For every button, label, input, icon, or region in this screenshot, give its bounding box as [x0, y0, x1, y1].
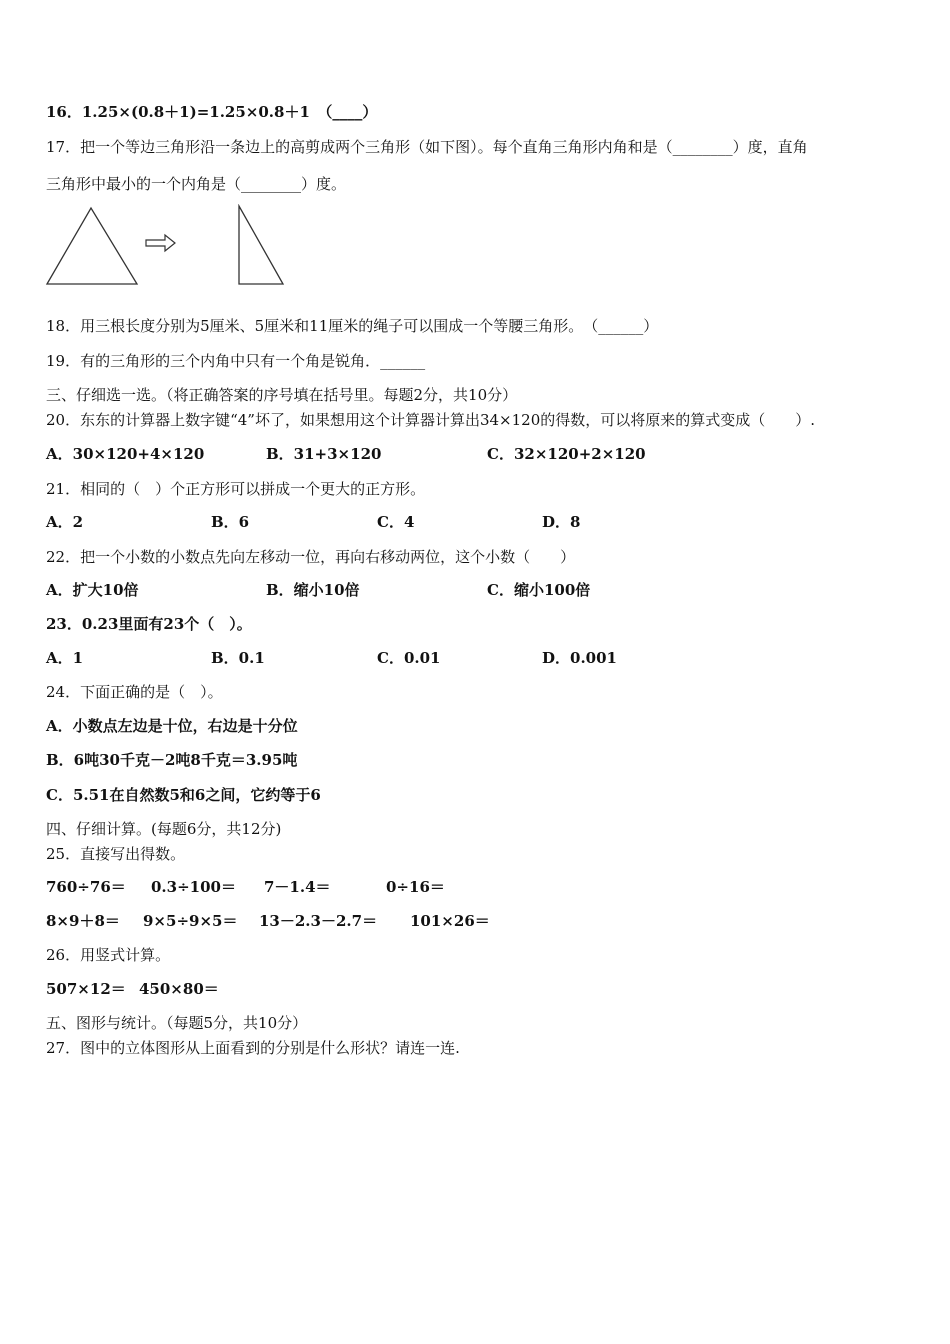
right-triangle	[239, 206, 283, 284]
q22-option-c[interactable]: C．缩小100倍	[487, 581, 591, 599]
q26-calc-1: 507×12＝	[46, 980, 126, 998]
q21-option-d[interactable]: D．8	[542, 513, 581, 531]
section-5-title: 五、图形与统计。（每题5分，共10分）	[46, 1014, 308, 1032]
question-23: 23．0.23里面有23个（ ）。	[46, 615, 252, 633]
question-21: 21．相同的（ ）个正方形可以拼成一个更大的正方形。	[46, 480, 426, 498]
section-3-title: 三、仔细选一选。（将正确答案的序号填在括号里。每题2分，共10分）	[46, 386, 518, 404]
question-24: 24．下面正确的是（ ）。	[46, 683, 223, 701]
section-4-title: 四、仔细计算。(每题6分，共12分)	[46, 820, 282, 838]
q24-option-a[interactable]: A．小数点左边是十位，右边是十分位	[46, 717, 298, 735]
triangle-figure	[44, 204, 294, 290]
q23-option-a[interactable]: A．1	[46, 649, 84, 667]
q25-calc-8: 101×26＝	[410, 912, 490, 930]
q21-option-b[interactable]: B．6	[211, 513, 250, 531]
arrow-right-icon	[146, 235, 175, 251]
question-25: 25．直接写出得数。	[46, 845, 186, 863]
q21-option-c[interactable]: C．4	[377, 513, 415, 531]
question-17-line-2: 三角形中最小的一个内角是（________）度。	[46, 175, 347, 193]
q23-option-b[interactable]: B．0.1	[211, 649, 265, 667]
q23-option-d[interactable]: D．0.001	[542, 649, 617, 667]
q24-option-b[interactable]: B．6吨30千克－2吨8千克＝3.95吨	[46, 751, 298, 769]
question-19: 19．有的三角形的三个内角中只有一个角是锐角．______	[46, 352, 426, 370]
q21-option-a[interactable]: A．2	[46, 513, 84, 531]
q25-calc-3: 7－1.4＝	[264, 878, 331, 896]
q26-calc-2: 450×80＝	[139, 980, 219, 998]
question-26: 26．用竖式计算。	[46, 946, 171, 964]
q24-option-c[interactable]: C．5.51在自然数5和6之间，它约等于6	[46, 786, 321, 804]
q20-option-a[interactable]: A．30×120+4×120	[46, 445, 205, 463]
q25-calc-6: 9×5÷9×5＝	[143, 912, 238, 930]
question-27: 27．图中的立体图形从上面看到的分别是什么形状？请连一连.	[46, 1039, 460, 1057]
question-20: 20．东东的计算器上数字键“4”坏了，如果想用这个计算器计算出34×120的得数，可以将原来的算式变成（ ）.	[46, 411, 816, 429]
q22-option-a[interactable]: A．扩大10倍	[46, 581, 139, 599]
equilateral-triangle	[47, 208, 137, 284]
q25-calc-4: 0÷16＝	[386, 878, 445, 896]
q25-calc-5: 8×9＋8＝	[46, 912, 120, 930]
question-16: 16．1.25×(0.8＋1)=1.25×0.8＋1 （____）	[46, 103, 378, 121]
q25-calc-2: 0.3÷100＝	[151, 878, 236, 896]
question-17-line-1: 17．把一个等边三角形沿一条边上的高剪成两个三角形（如下图）。每个直角三角形内角和是（________）度，直角	[46, 138, 808, 156]
q20-option-c[interactable]: C．32×120+2×120	[487, 445, 646, 463]
q25-calc-1: 760÷76＝	[46, 878, 126, 896]
question-22: 22．把一个小数的小数点先向左移动一位，再向右移动两位，这个小数（ ）	[46, 548, 576, 566]
q22-option-b[interactable]: B．缩小10倍	[266, 581, 360, 599]
q25-calc-7: 13－2.3－2.7＝	[259, 912, 378, 930]
q23-option-c[interactable]: C．0.01	[377, 649, 441, 667]
question-18: 18．用三根长度分别为5厘米、5厘米和11厘米的绳子可以围成一个等腰三角形。 （______）	[46, 317, 659, 335]
q20-option-b[interactable]: B．31+3×120	[266, 445, 382, 463]
